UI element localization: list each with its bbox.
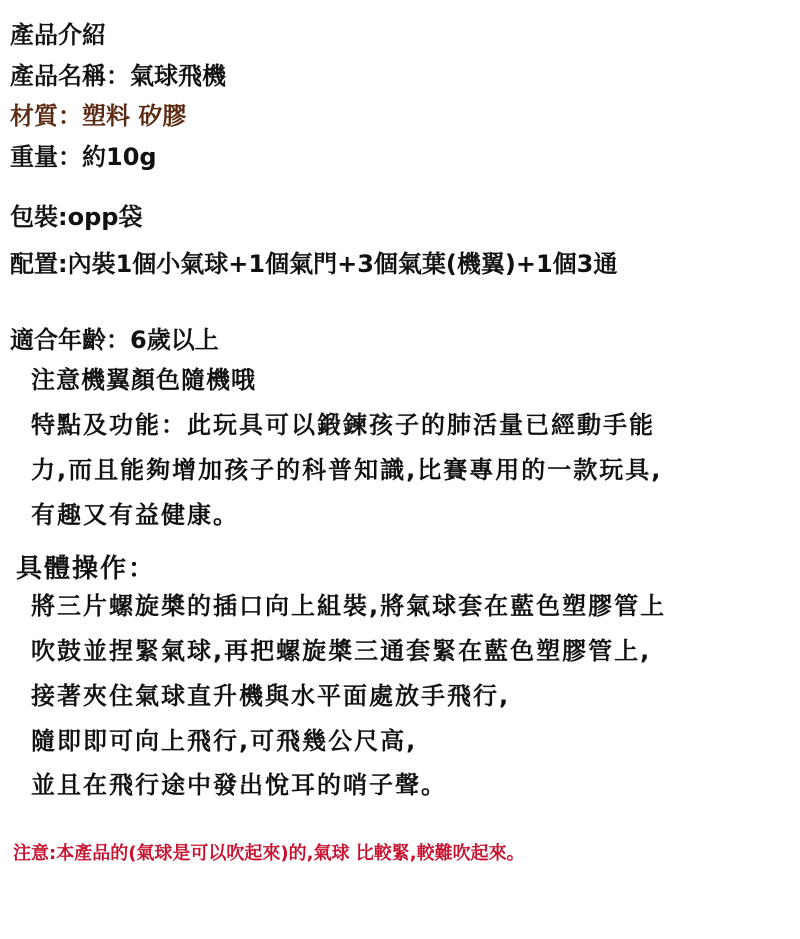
product-name: 產品名稱：氣球飛機 [10,62,226,90]
warning-note: 注意:本產品的(氣球是可以吹起來)的,氣球 比較緊,較難吹起來。 [13,843,525,864]
product-weight: 重量：約10g [10,143,157,171]
operation-line: 接著夾住氣球直升機與水平面處放手飛行, [31,682,511,710]
feature-line: 力,而且能夠增加孩子的科普知識,比賽專用的一款玩具, [31,456,663,484]
operation-line: 將三片螺旋槳的插口向上組裝,將氣球套在藍色塑膠管上 [31,592,667,620]
operation-line: 並且在飛行途中發出悅耳的哨子聲。 [31,771,447,799]
color-note: 注意機翼顏色隨機哦 [31,366,256,394]
operation-line: 吹鼓並捏緊氣球,再把螺旋槳三通套緊在藍色塑膠管上, [31,637,652,665]
feature-line: 特點及功能：此玩具可以鍛鍊孩子的肺活量已經動手能 [31,411,655,439]
product-config: 配置:內裝1個小氣球+1個氣門+3個氣葉(機翼)+1個3通 [10,250,618,278]
section-title: 產品介紹 [10,21,106,49]
product-material: 材質：塑料 矽膠 [10,102,187,130]
feature-line: 有趣又有益健康。 [31,501,239,529]
operation-line: 隨即即可向上飛行,可飛幾公尺高, [31,727,418,755]
product-package: 包裝:opp袋 [10,203,143,231]
suitable-age: 適合年齡：6歲以上 [10,326,219,354]
operation-heading: 具體操作： [16,554,157,584]
